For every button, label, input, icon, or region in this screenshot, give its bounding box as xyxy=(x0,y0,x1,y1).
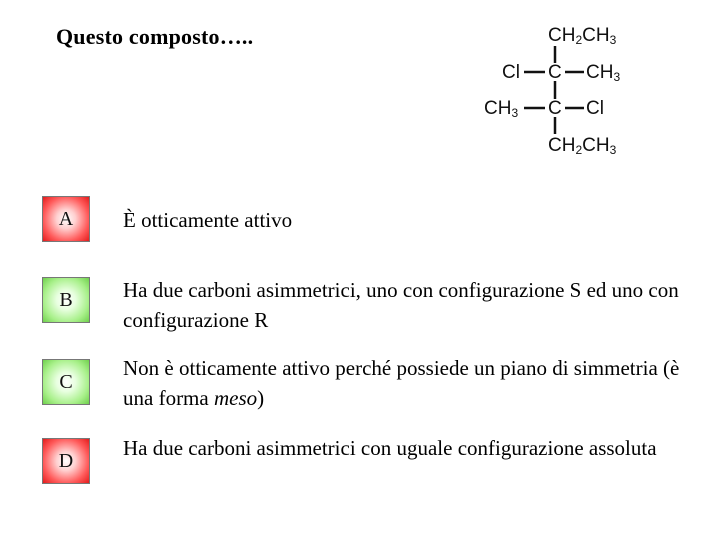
group-bottom-ethyl: $CH_2CH_3$ xyxy=(548,135,617,157)
molecule-structure xyxy=(478,16,648,166)
option-c-text-main: Non è otticamente attivo perché possiede un piano di simmetria (è una forma xyxy=(123,356,680,410)
atom-cl-1: Cl xyxy=(502,62,520,83)
option-b-button[interactable]: B xyxy=(42,277,90,323)
option-d-text-main: Ha due carboni asimmetrici con uguale configurazione assoluta xyxy=(123,436,657,460)
option-b-text xyxy=(123,275,683,335)
option-b xyxy=(40,277,690,332)
option-c-button[interactable]: C xyxy=(42,359,90,405)
option-d-text xyxy=(123,433,683,463)
atom-c-2: C xyxy=(548,98,562,119)
group-ch3-1: $CH_3$ xyxy=(586,62,621,84)
option-c xyxy=(40,356,690,411)
atom-c-1: C xyxy=(548,62,562,83)
group-ch3-2: $CH_3$ xyxy=(484,98,519,120)
option-d xyxy=(40,438,690,490)
option-b-text-main: Ha due carboni asimmetrici, uno con configurazione S ed uno con configurazione R xyxy=(123,278,679,332)
option-a xyxy=(40,196,690,248)
atom-cl-2: Cl xyxy=(586,98,604,119)
option-c-text xyxy=(123,353,683,413)
group-top-ethyl: $CH_2CH_3$ xyxy=(548,25,617,47)
option-c-text-italic: meso xyxy=(213,386,258,410)
option-d-button[interactable]: D xyxy=(42,438,90,484)
option-c-text-end: ) xyxy=(257,386,265,410)
option-a-text-main: È otticamente attivo xyxy=(123,208,293,232)
slide-title: Questo composto….. xyxy=(56,24,254,49)
option-a-text xyxy=(123,205,683,235)
option-a-button[interactable]: A xyxy=(42,196,90,242)
